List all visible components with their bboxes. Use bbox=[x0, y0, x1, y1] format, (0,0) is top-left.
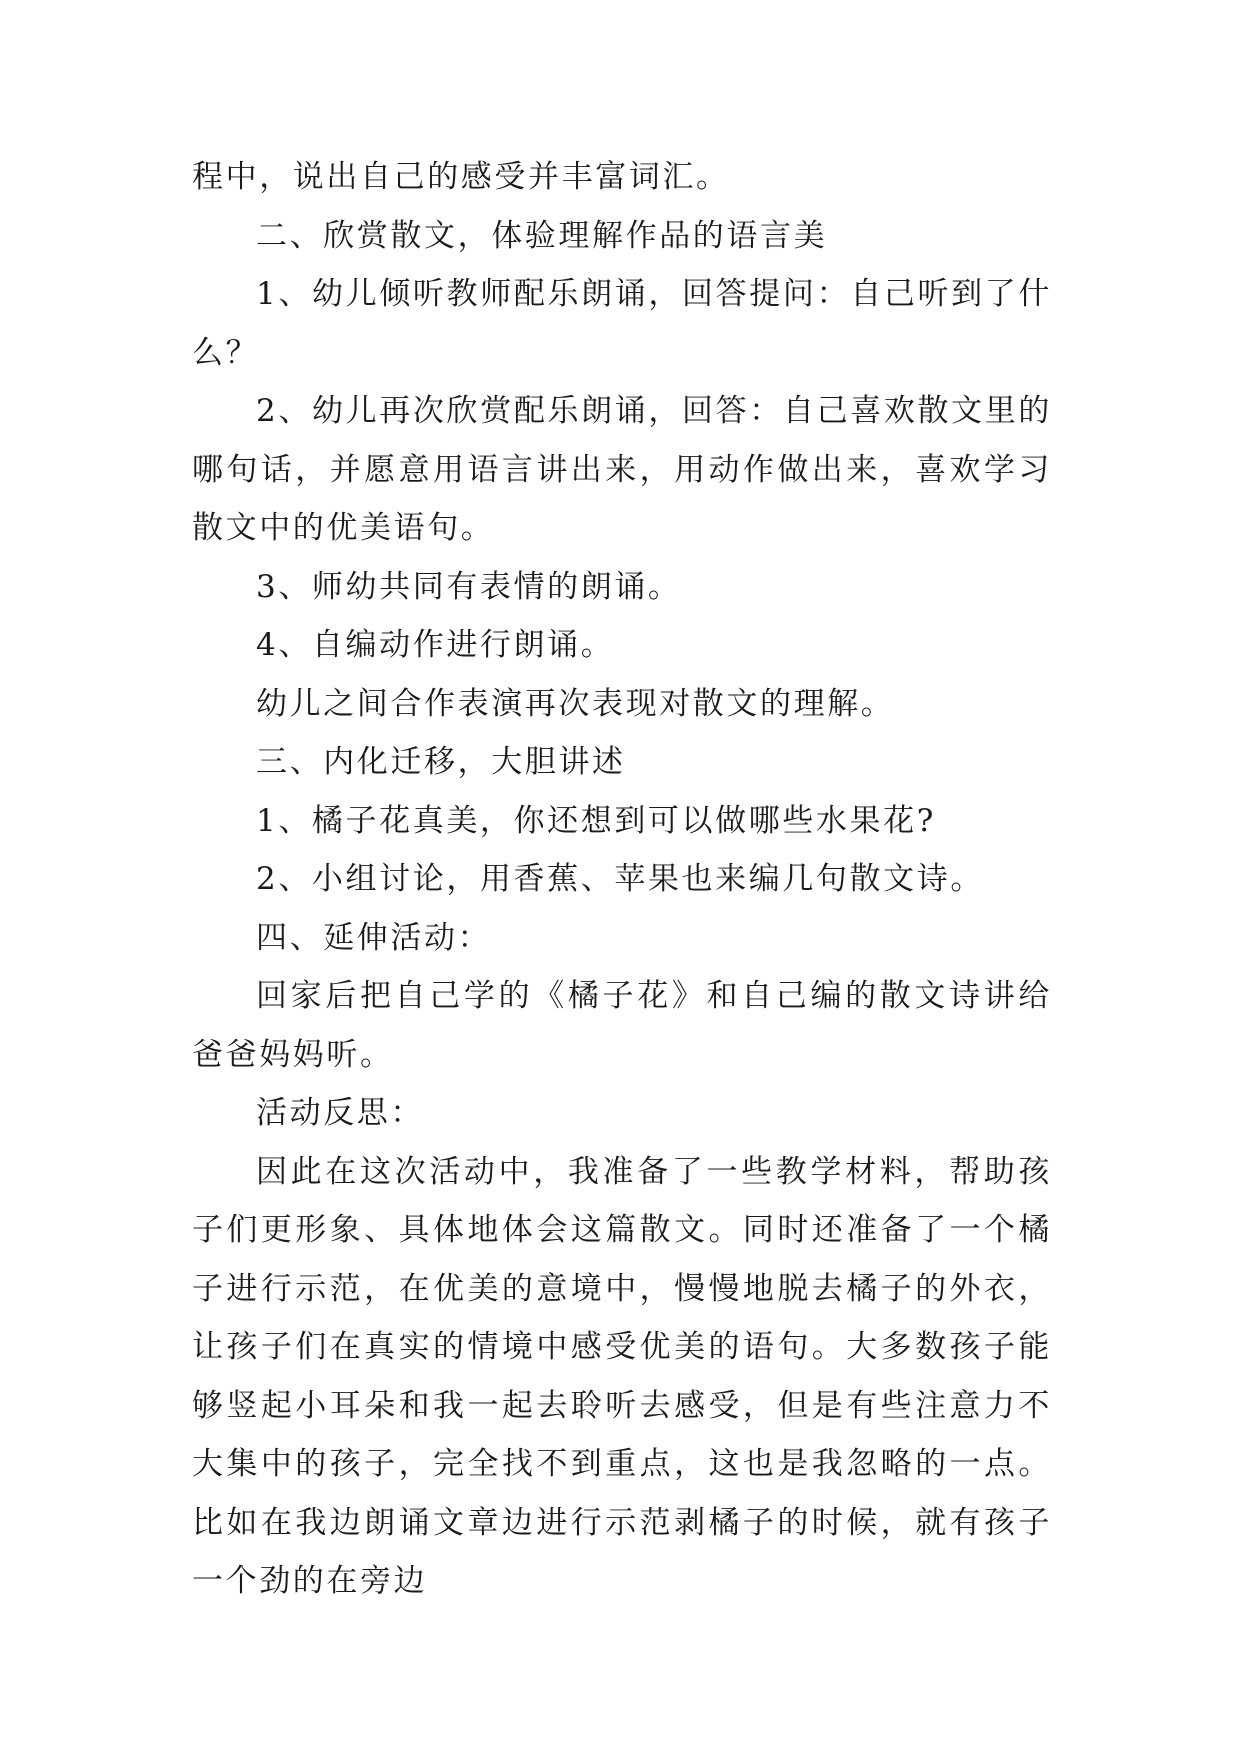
section-heading-appreciate-prose: 二、欣赏散文，体验理解作品的语言美 bbox=[256, 217, 828, 254]
paragraph-reflection-body: 因此在这次活动中，我准备了一些教学材料，帮助孩子们更形象、具体地体会这篇散文。同时还准备了一个橘子进行示范，在优美的意境中，慢慢地脱去橘子的外衣，让孩子们在真实的情境中感受优美的语句。大多数孩子能够竖起小耳朵和我一起去聆听去感受，但是有些注意力不大集中的孩子，完全找不到重点，这也是我忽略的一点。比如在我边朗诵文章边进行示范剥橘子的时候，就有孩子一个劲的在旁边 bbox=[192, 1153, 1052, 1599]
list-item-listen-recitation: 1、幼儿倾听教师配乐朗诵，回答提问：自己听到了什么？ bbox=[192, 276, 1052, 371]
list-item-self-made-actions: 4、自编动作进行朗诵。 bbox=[256, 627, 615, 663]
document-page bbox=[192, 148, 1052, 1611]
list-item-fruit-flowers: 1、橘子花真美，你还想到可以做哪些水果花? bbox=[256, 802, 936, 839]
section-heading-extension: 四、延伸活动： bbox=[256, 919, 492, 956]
section-heading-reflection: 活动反思： bbox=[256, 1095, 424, 1131]
list-item-appreciate-again: 2、幼儿再次欣赏配乐朗诵，回答：自己喜欢散文里的哪句话，并愿意用语言讲出来，用动作做出来，喜欢学习散文中的优美语句。 bbox=[192, 393, 1052, 546]
paragraph-cooperative-performance: 幼儿之间合作表演再次表现对散文的理解。 bbox=[256, 685, 895, 722]
paragraph-continuation: 程中，说出自己的感受并丰富词汇。 bbox=[192, 159, 730, 195]
list-item-group-discussion: 2、小组讨论，用香蕉、苹果也来编几句散文诗。 bbox=[256, 861, 984, 897]
list-item-recite-together: 3、师幼共同有表情的朗诵。 bbox=[256, 568, 682, 605]
paragraph-home-activity: 回家后把自己学的《橘子花》和自己编的散文诗讲给爸爸妈妈听。 bbox=[192, 978, 1052, 1073]
section-heading-internalize: 三、内化迁移，大胆讲述 bbox=[256, 744, 626, 780]
